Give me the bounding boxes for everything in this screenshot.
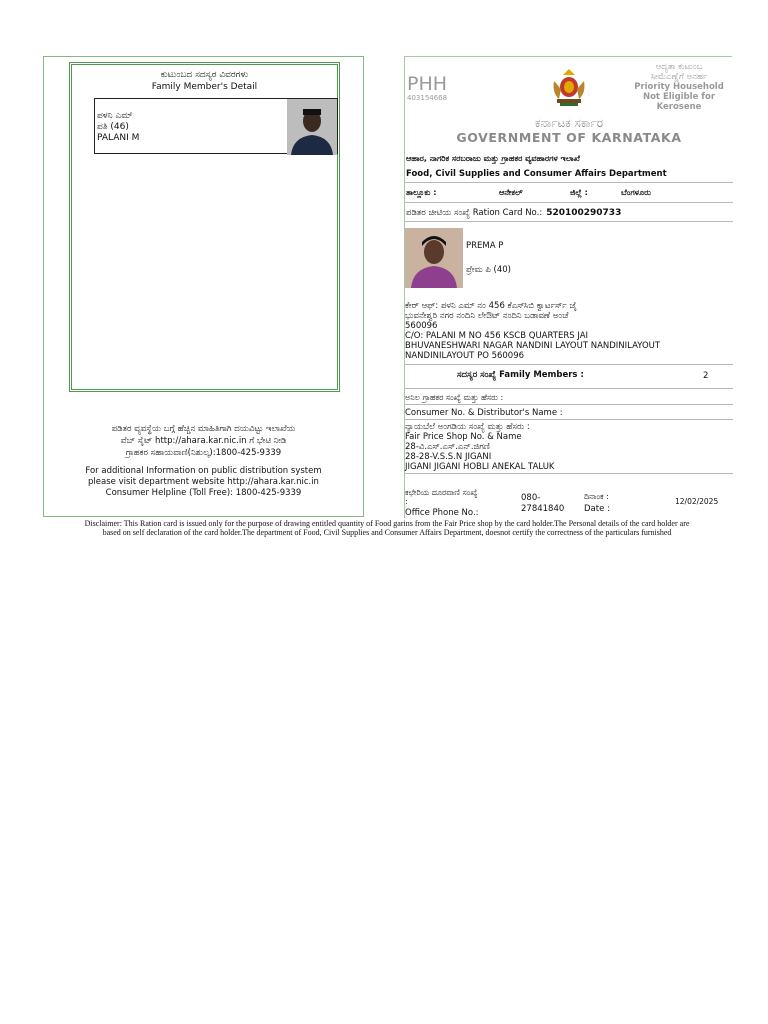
- taluk-label: ತಾಲ್ಲೂಕು :: [406, 188, 437, 197]
- office-phone-part-2: 27841840: [521, 504, 565, 514]
- member-relation-age: ಪತಿ (46): [97, 122, 129, 132]
- family-member-heading: [72, 69, 337, 93]
- helpline-en-line-2: please visit department website http://ahara.kar.nic.in: [88, 477, 319, 487]
- district-value: ಬೆಂಗಳೂರು: [621, 188, 651, 197]
- priority-household-tag: [627, 62, 731, 112]
- priority-kn-1: ಆದ್ಯತಾ ಕುಟುಂಬ: [655, 62, 703, 72]
- priority-kn-2: ಸೀಮೆಎಣ್ಣೆಗೆ ಅನರ್ಹ: [650, 72, 708, 82]
- member-name-english: PALANI M: [97, 133, 140, 143]
- card-category: PHH: [407, 73, 448, 95]
- office-phone-colon: :: [405, 497, 408, 506]
- heading-kannada: ಕುಟುಂಬದ ಸದಸ್ಯರ ವಿವರಗಳು: [160, 70, 249, 80]
- consumer-label-kannada: ಅನಿಲ ಗ್ರಾಹಕರ ಸಂಖ್ಯೆ ಮತ್ತು ಹೆಸರು :: [405, 393, 504, 402]
- fair-price-shop-block: [405, 422, 705, 472]
- member-name-kannada: ಪಳನಿ ಎಮ್: [97, 111, 133, 121]
- disclaimer-line-1: Disclaimer: This Ration card is issued only for the purpose of drawing entitled quantity of Food garins from the Fair Price shop by the card holder.The Personal details of the card holder are: [84, 519, 690, 528]
- divider: [405, 364, 733, 365]
- ration-card-number: 520100290733: [546, 208, 622, 218]
- card-category-code: 403154668: [407, 94, 448, 102]
- ration-card-number-row: [406, 208, 621, 218]
- helpline-en-line-3: Consumer Helpline (Toll Free): 1800-425-9339: [105, 488, 302, 498]
- family-members-label: ಸದಸ್ಯರ ಸಂಖ್ಯೆ Family Members :: [457, 370, 584, 380]
- department-english: Food, Civil Supplies and Consumer Affairs Department: [406, 169, 667, 179]
- helpline-kn-line-2: ವೆಬ್ ಸೈಟ್ http://ahara.kar.nic.in ಗೆ ಭೇಟಿ ನೀಡಿ: [120, 436, 287, 446]
- address-kn-line-3: 560096: [405, 321, 438, 331]
- address-en-line-2: BHUVANESHWARI NAGAR NANDINI LAYOUT NANDINILAYOUT: [405, 341, 661, 351]
- disclaimer: [44, 519, 730, 537]
- divider: [405, 419, 733, 420]
- address-kn-line-1: ಕೇರ್ ಆಫ್: ಪಳನಿ ಎಮ್ ನಂ 456 ಕೆಎಸ್‍ಸಿಬಿ ಕ್ವಾರ್ಟರ್ಸ್ ಜೈ: [405, 301, 577, 311]
- divider: [405, 388, 733, 389]
- heading-english: Family Member's Detail: [151, 82, 258, 92]
- member-photo: [287, 99, 337, 155]
- office-phone-label-kannada: ಕಛೇರಿಯ ದೂರವಾಣಿ ಸಂಖ್ಯೆ: [405, 488, 478, 497]
- helpline-en-line-1: For additional Information on public distribution system: [85, 466, 322, 476]
- divider: [405, 404, 733, 405]
- fps-line-3: JIGANI JIGANI HOBLI ANEKAL TALUK: [405, 462, 555, 472]
- address-block: [405, 301, 705, 361]
- family-member-frame: [69, 62, 340, 392]
- office-phone-label-english: Office Phone No.:: [405, 508, 479, 518]
- head-of-family-photo: [405, 228, 463, 288]
- district-label: ಜಿಲ್ಲೆ :: [570, 188, 588, 197]
- issue-date: 12/02/2025: [675, 497, 719, 506]
- member-card: [94, 98, 338, 154]
- divider: [405, 473, 733, 474]
- department-kannada: ಆಹಾರ, ನಾಗರಿಕ ಸರಬರಾಜು ಮತ್ತು ಗ್ರಾಹಕರ ವ್ಯವಹಾರಗಳ ಇಲಾಖೆ: [406, 154, 580, 163]
- divider: [405, 221, 733, 222]
- ration-card-label: ಪಡಿತರ ಚೀಟಿಯ ಸಂಖ್ಯೆ Ration Card No.:: [406, 208, 543, 218]
- consumer-label-english: Consumer No. & Distributor's Name :: [405, 408, 563, 418]
- office-phone-number: [521, 493, 564, 515]
- priority-en-2: Not Eligible for: [642, 92, 716, 102]
- head-name-english: PREMA P: [466, 241, 504, 251]
- divider: [405, 182, 733, 183]
- family-member-panel: [43, 56, 364, 517]
- address-en-line-1: C/O: PALANI M NO 456 KSCB QUARTERS JAI: [405, 331, 589, 341]
- office-phone-part-1: 080-: [521, 493, 541, 503]
- fps-label-english: Fair Price Shop No. & Name: [405, 432, 522, 442]
- government-title-kannada: ಕರ್ನಾಟಕ ಸರ್ಕಾರ: [534, 116, 604, 130]
- helpline-kannada: [44, 423, 363, 459]
- member-details: [97, 111, 139, 144]
- divider: [405, 202, 733, 203]
- fps-label-kannada: ನ್ಯಾಯಬೆಲೆ ಅಂಗಡಿಯ ಸಂಖ್ಯೆ ಮತ್ತು ಹೆಸರು :: [405, 422, 530, 432]
- disclaimer-line-2: based on self declaration of the card holder.The department of Food, Civil Supplies and Consumer Affairs Department, doesnot certify the correctness of the particulars furnished: [102, 528, 672, 537]
- date-label-kannada: ದಿನಾಂಕ :: [584, 492, 609, 501]
- address-kn-line-2: ಭುವನೇಶ್ವರಿ ನಗರ ನಂದಿನಿ ಲೇಔಟ್ ನಂದಿನಿ ಬಡಾವಣೆ ಅಂಚೆ: [405, 311, 569, 321]
- helpline-english: [44, 466, 363, 499]
- government-title-english: GOVERNMENT OF KARNATAKA: [456, 130, 682, 145]
- helpline-kn-line-1: ಪಡಿತರ ವ್ಯವಸ್ಥೆಯ ಬಗ್ಗೆ ಹೆಚ್ಚಿನ ಮಾಹಿತಿಗಾಗಿ ದಯವಿಟ್ಟು ಇಲಾಖೆಯ: [111, 424, 296, 434]
- address-en-line-3: NANDINILAYOUT PO 560096: [405, 351, 525, 361]
- helpline-kn-line-3: ಗ್ರಾಹಕರ ಸಹಾಯವಾಣಿ(ನಿಶುಲ್ಕ):1800-425-9339: [125, 448, 282, 458]
- fps-line-1: 28-ವಿ.ಎಸ್.ಎಸ್.ಎನ್.ಜಿಗಣಿ: [405, 442, 490, 452]
- family-members-count: 2: [703, 371, 709, 381]
- karnataka-emblem-icon: [551, 67, 587, 107]
- priority-en-3: Kerosene: [656, 102, 702, 112]
- date-label-english: Date :: [584, 504, 610, 514]
- priority-en-1: Priority Household: [634, 82, 724, 92]
- taluk-value: ಆನೇಕಲ್: [499, 188, 523, 197]
- ration-card-panel: [404, 56, 732, 518]
- head-name-kannada: ಪ್ರೇಮ ಪಿ (40): [466, 265, 511, 275]
- fps-line-2: 28-28-V.S.S.N JIGANI: [405, 452, 492, 462]
